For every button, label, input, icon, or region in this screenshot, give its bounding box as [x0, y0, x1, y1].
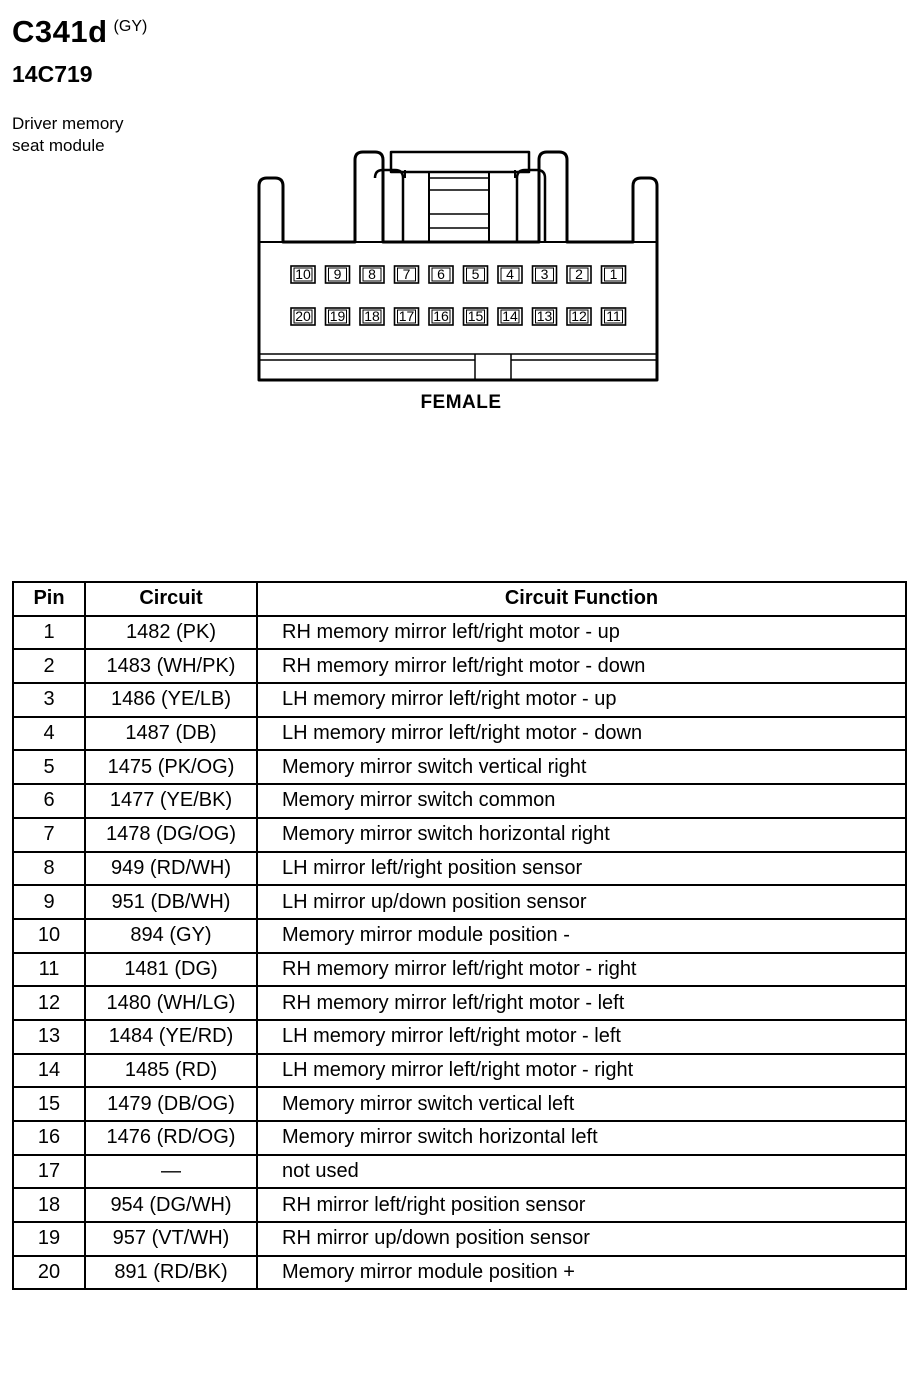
- table-row: [13, 953, 906, 987]
- pin-table: [12, 581, 907, 1290]
- pin-cell: 4: [13, 717, 85, 751]
- function-cell: RH mirror up/down position sensor: [257, 1222, 906, 1256]
- function-cell: Memory mirror switch vertical left: [257, 1087, 906, 1121]
- circuit-cell: 1484 (YE/RD): [85, 1020, 257, 1054]
- table-row: [13, 1188, 906, 1222]
- function-cell: LH mirror up/down position sensor: [257, 885, 906, 919]
- function-cell: LH mirror left/right position sensor: [257, 852, 906, 886]
- table-row: [13, 784, 906, 818]
- circuit-cell: 1487 (DB): [85, 717, 257, 751]
- pin-number: 19: [329, 308, 346, 324]
- pin-cavity: [567, 266, 591, 283]
- function-cell: not used: [257, 1155, 906, 1189]
- pin-number: 8: [368, 266, 376, 282]
- circuit-cell: 954 (DG/WH): [85, 1188, 257, 1222]
- pin-cell: 1: [13, 616, 85, 650]
- circuit-cell: —: [85, 1155, 257, 1189]
- description-line-2: seat module: [12, 136, 105, 155]
- pin-number: 15: [467, 308, 484, 324]
- pin-number: 3: [540, 266, 549, 282]
- pin-number: 18: [364, 308, 380, 324]
- pin-cell: 15: [13, 1087, 85, 1121]
- pin-cell: 16: [13, 1121, 85, 1155]
- table-row: [13, 616, 906, 650]
- circuit-cell: 891 (RD/BK): [85, 1256, 257, 1290]
- pin-cavity: [429, 266, 453, 283]
- pin-number: 1: [609, 266, 618, 282]
- connector-diagram: [255, 148, 665, 384]
- function-cell: RH mirror left/right position sensor: [257, 1188, 906, 1222]
- pin-cavity: [429, 308, 453, 325]
- table-row: [13, 818, 906, 852]
- function-cell: RH memory mirror left/right motor - down: [257, 649, 906, 683]
- pin-cell: 9: [13, 885, 85, 919]
- table-row: [13, 750, 906, 784]
- pin-number: 10: [295, 266, 311, 282]
- pin-cavity: [498, 308, 522, 325]
- circuit-cell: 957 (VT/WH): [85, 1222, 257, 1256]
- circuit-cell: 951 (DB/WH): [85, 885, 257, 919]
- pin-number: 7: [402, 266, 411, 282]
- gender-label: FEMALE: [420, 392, 502, 413]
- pin-number: 6: [437, 266, 445, 282]
- table-row: [13, 1256, 906, 1290]
- circuit-cell: 1482 (PK): [85, 616, 257, 650]
- function-cell: LH memory mirror left/right motor - down: [257, 717, 906, 751]
- pin-cavity: [567, 308, 591, 325]
- circuit-cell: 1485 (RD): [85, 1054, 257, 1088]
- pin-cell: 5: [13, 750, 85, 784]
- circuit-cell: 1475 (PK/OG): [85, 750, 257, 784]
- pin-cavity: [326, 308, 350, 325]
- connector-description: [12, 113, 192, 157]
- pin-cell: 18: [13, 1188, 85, 1222]
- table-header-row: [13, 582, 906, 616]
- pin-cavity: [464, 308, 488, 325]
- function-cell: LH memory mirror left/right motor - up: [257, 683, 906, 717]
- pin-number: 12: [571, 308, 587, 324]
- pin-number: 16: [433, 308, 449, 324]
- pin-cell: 17: [13, 1155, 85, 1189]
- pin-cavity: [326, 266, 350, 283]
- pin-number: 20: [295, 308, 311, 324]
- table-row: [13, 986, 906, 1020]
- table-row: [13, 1121, 906, 1155]
- pin-cavity: [360, 266, 384, 283]
- table-row: [13, 1155, 906, 1189]
- connector-title: [12, 14, 147, 50]
- circuit-cell: 1478 (DG/OG): [85, 818, 257, 852]
- function-cell: RH memory mirror left/right motor - right: [257, 953, 906, 987]
- connector-id: C341d: [12, 14, 108, 49]
- function-cell: Memory mirror module position +: [257, 1256, 906, 1290]
- connector-housing-outline: [259, 152, 657, 380]
- pin-cavity: [533, 308, 557, 325]
- part-number: 14C719: [12, 61, 93, 87]
- circuit-cell: 949 (RD/WH): [85, 852, 257, 886]
- table-row: [13, 1020, 906, 1054]
- pin-cell: 13: [13, 1020, 85, 1054]
- connector-lock-outline: [391, 152, 529, 172]
- pin-cavity: [602, 308, 626, 325]
- function-cell: Memory mirror module position -: [257, 919, 906, 953]
- pin-number: 13: [536, 308, 553, 324]
- pin-cell: 10: [13, 919, 85, 953]
- pin-number: 5: [471, 266, 480, 282]
- description-line-1: Driver memory: [12, 114, 124, 133]
- pin-cavity: [533, 266, 557, 283]
- pin-cavity: [464, 266, 488, 283]
- circuit-cell: 1476 (RD/OG): [85, 1121, 257, 1155]
- pin-cavity: [395, 308, 419, 325]
- table-row: [13, 1222, 906, 1256]
- circuit-cell: 1479 (DB/OG): [85, 1087, 257, 1121]
- pin-number: 9: [333, 266, 342, 282]
- pin-number: 4: [506, 266, 514, 282]
- circuit-cell: 1477 (YE/BK): [85, 784, 257, 818]
- function-cell: Memory mirror switch horizontal left: [257, 1121, 906, 1155]
- function-cell: Memory mirror switch common: [257, 784, 906, 818]
- pin-number: 17: [398, 308, 415, 324]
- function-cell: Memory mirror switch vertical right: [257, 750, 906, 784]
- pin-cavity: [360, 308, 384, 325]
- pin-number: 2: [575, 266, 583, 282]
- pin-cell: 6: [13, 784, 85, 818]
- circuit-cell: 1486 (YE/LB): [85, 683, 257, 717]
- pin-cell: 3: [13, 683, 85, 717]
- circuit-cell: 1481 (DG): [85, 953, 257, 987]
- table-row: [13, 683, 906, 717]
- pin-cell: 8: [13, 852, 85, 886]
- circuit-cell: 1480 (WH/LG): [85, 986, 257, 1020]
- table-row: [13, 649, 906, 683]
- header-pin: Pin: [13, 582, 85, 616]
- pin-cell: 7: [13, 818, 85, 852]
- table-row: [13, 885, 906, 919]
- function-cell: Memory mirror switch horizontal right: [257, 818, 906, 852]
- circuit-cell: 894 (GY): [85, 919, 257, 953]
- pin-cavity: [291, 266, 315, 283]
- function-cell: RH memory mirror left/right motor - up: [257, 616, 906, 650]
- pin-cell: 11: [13, 953, 85, 987]
- pin-cavity: [498, 266, 522, 283]
- pin-cavity: [395, 266, 419, 283]
- header-circuit: Circuit: [85, 582, 257, 616]
- pin-cell: 14: [13, 1054, 85, 1088]
- table-row: [13, 1087, 906, 1121]
- pin-number: 14: [502, 308, 518, 324]
- table-row: [13, 919, 906, 953]
- pin-cavity: [602, 266, 626, 283]
- header-function: Circuit Function: [257, 582, 906, 616]
- pin-cell: 2: [13, 649, 85, 683]
- pin-cell: 12: [13, 986, 85, 1020]
- table-row: [13, 852, 906, 886]
- pin-cell: 19: [13, 1222, 85, 1256]
- function-cell: LH memory mirror left/right motor - left: [257, 1020, 906, 1054]
- pin-cell: 20: [13, 1256, 85, 1290]
- pin-cavity: [291, 308, 315, 325]
- connector-color: (GY): [113, 18, 148, 35]
- table-row: [13, 717, 906, 751]
- pin-number: 11: [606, 308, 621, 324]
- circuit-cell: 1483 (WH/PK): [85, 649, 257, 683]
- table-row: [13, 1054, 906, 1088]
- function-cell: RH memory mirror left/right motor - left: [257, 986, 906, 1020]
- function-cell: LH memory mirror left/right motor - right: [257, 1054, 906, 1088]
